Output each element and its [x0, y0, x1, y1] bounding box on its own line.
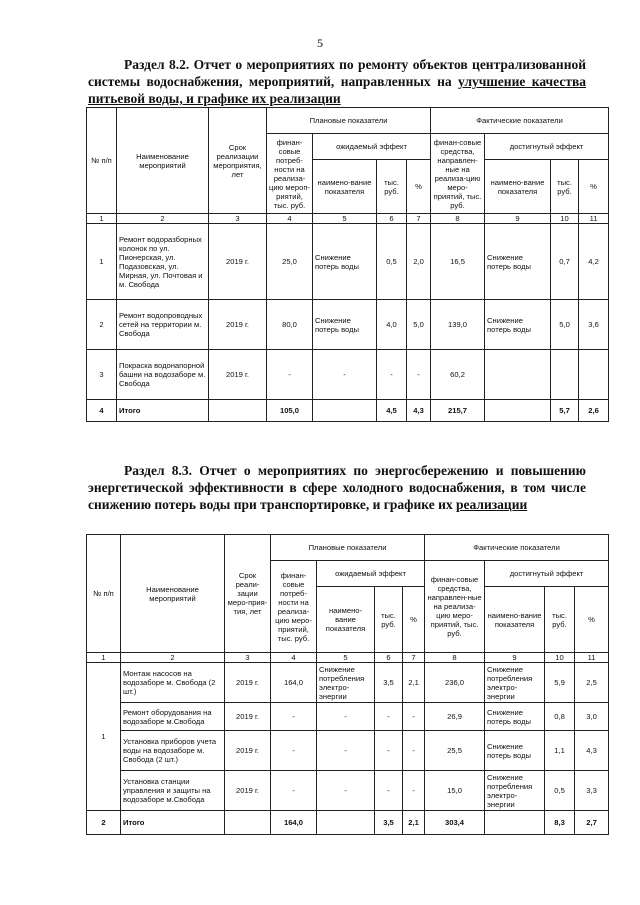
row-fin-plan: - [271, 731, 317, 771]
row-fin-fact: 25,5 [425, 731, 485, 771]
section-8-3-title [88, 462, 586, 513]
header-name: Наименование мероприятий [121, 535, 225, 653]
row-achieved-pct: 3,3 [575, 771, 609, 811]
table-row [87, 731, 609, 771]
row-term: 2019 г. [225, 771, 271, 811]
column-number: 2 [121, 653, 225, 663]
total-achieved-rub: 8,3 [545, 811, 575, 835]
row-fin-plan: - [271, 703, 317, 731]
total-expected-rub: 3,5 [375, 811, 403, 835]
header-indicator-name: наимено-вание показателя [313, 160, 377, 214]
column-number: 3 [209, 214, 267, 224]
row-term: 2019 г. [209, 350, 267, 400]
total-num: 2 [87, 811, 121, 835]
column-number: 9 [485, 653, 545, 663]
row-achieved-pct: 3,0 [575, 703, 609, 731]
column-number: 11 [575, 653, 609, 663]
row-expected-rub: - [377, 350, 407, 400]
header-expected-effect: ожидаемый эффект [317, 561, 425, 587]
total-term [225, 811, 271, 835]
header-planned: Плановые показатели [267, 108, 431, 134]
page-number: 5 [317, 36, 323, 50]
header-achieved-effect: достигнутый эффект [485, 561, 609, 587]
row-fin-fact: 60,2 [431, 350, 485, 400]
row-term: 2019 г. [225, 703, 271, 731]
header-achieved-effect: достигнутый эффект [485, 134, 609, 160]
row-term: 2019 г. [209, 224, 267, 300]
row-name: Ремонт водопроводных сетей на территории м. Свобода [117, 300, 209, 350]
row-achieved-name: Снижение потерь воды [485, 703, 545, 731]
table-row [87, 703, 609, 731]
total-achieved-pct: 2,7 [575, 811, 609, 835]
section-8-2-title-underlined: улучшение качества питьевой воды, и графике их реализации [88, 74, 586, 106]
total-expected-rub: 4,5 [377, 400, 407, 422]
row-expected-name: Снижение потребления электро-энергии [317, 663, 375, 703]
column-number: 3 [225, 653, 271, 663]
row-name: Установка станции управления и защиты на водозаборе м.Свобода [121, 771, 225, 811]
table-row [87, 663, 609, 703]
section-8-2-title [88, 56, 586, 107]
total-num: 4 [87, 400, 117, 422]
row-expected-pct: - [403, 771, 425, 811]
column-number: 11 [579, 214, 609, 224]
column-number: 2 [117, 214, 209, 224]
header-percent: % [407, 160, 431, 214]
header-percent: % [403, 587, 425, 653]
column-number: 10 [551, 214, 579, 224]
row-term: 2019 г. [209, 300, 267, 350]
total-expected-pct: 4,3 [407, 400, 431, 422]
column-number: 1 [87, 214, 117, 224]
row-achieved-name: Снижение потерь воды [485, 224, 551, 300]
column-number-row [87, 214, 609, 224]
section-8-3-title-underlined: реализации [456, 497, 528, 512]
column-number: 5 [313, 214, 377, 224]
total-fin-plan: 105,0 [267, 400, 313, 422]
row-achieved-rub: 0,8 [545, 703, 575, 731]
row-name: Монтаж насосов на водозаборе м. Свобода (2 шт.) [121, 663, 225, 703]
column-number-row [87, 653, 609, 663]
row-expected-rub: - [375, 731, 403, 771]
row-fin-plan: 164,0 [271, 663, 317, 703]
column-number: 4 [267, 214, 313, 224]
row-expected-pct: 2,1 [403, 663, 425, 703]
header-indicator-name: наимено-вание показателя [317, 587, 375, 653]
total-achieved-name [485, 811, 545, 835]
total-term [209, 400, 267, 422]
column-number: 4 [271, 653, 317, 663]
total-label: Итого [117, 400, 209, 422]
header-actual: Фактические показатели [431, 108, 609, 134]
row-name: Установка приборов учета воды на водозаборе м. Свобода (2 шт.) [121, 731, 225, 771]
header-thousand-rub: тыс. руб. [551, 160, 579, 214]
row-expected-name: Снижение потерь воды [313, 224, 377, 300]
row-expected-name: - [313, 350, 377, 400]
header-indicator-name: наимено-вание показателя [485, 160, 551, 214]
header-thousand-rub: тыс. руб. [377, 160, 407, 214]
section-8-2-title-text: Раздел 8.2. Отчет о мероприятиях по ремонту объектов централизованной системы водоснабжения, мероприятий, направленных на [88, 57, 586, 89]
header-finance-plan: финан-совые потреб-ности на реализа-цию меро-приятий, тыс. руб. [271, 561, 317, 653]
total-row [87, 400, 609, 422]
header-thousand-rub: тыс. руб. [545, 587, 575, 653]
header-term: Срок реали-зации меро-прия-тия, лет [225, 535, 271, 653]
header-finance-fact: финан-совые средства, направлен-ные на реализа-цию меро-приятий, тыс. руб. [431, 134, 485, 214]
column-number: 8 [431, 214, 485, 224]
total-expected-pct: 2,1 [403, 811, 425, 835]
column-number: 6 [377, 214, 407, 224]
row-fin-plan: - [271, 771, 317, 811]
table-row [87, 771, 609, 811]
column-number: 5 [317, 653, 375, 663]
row-expected-name: - [317, 703, 375, 731]
row-fin-fact: 236,0 [425, 663, 485, 703]
row-fin-fact: 26,9 [425, 703, 485, 731]
row-achieved-rub: 0,5 [545, 771, 575, 811]
column-number: 7 [407, 214, 431, 224]
section-8-3-title-text: Раздел 8.3. Отчет о мероприятиях по энергосбережению и повышению энергетической эффективности в сфере холодного водоснабжения, в том числе снижению потерь воды при транспортировке, и графике их [88, 463, 586, 512]
energy-saving-report-table [86, 534, 609, 835]
row-fin-plan: 80,0 [267, 300, 313, 350]
header-finance-plan: финан-совые потреб-ности на реализа-цию мероп-риятий, тыс. руб. [267, 134, 313, 214]
column-number: 1 [87, 653, 121, 663]
row-achieved-rub: 5,9 [545, 663, 575, 703]
table-row [87, 300, 609, 350]
header-term: Срок реализации мероприятия, лет [209, 108, 267, 214]
row-term: 2019 г. [225, 663, 271, 703]
row-achieved-pct: 3,6 [579, 300, 609, 350]
row-name: Ремонт оборудования на водозаборе м.Свобода [121, 703, 225, 731]
row-expected-pct: - [403, 731, 425, 771]
row-achieved-name: Снижение потерь воды [485, 731, 545, 771]
column-number: 10 [545, 653, 575, 663]
header-actual: Фактические показатели [425, 535, 609, 561]
total-fin-fact: 303,4 [425, 811, 485, 835]
row-achieved-rub: 1,1 [545, 731, 575, 771]
total-achieved-name [485, 400, 551, 422]
row-achieved-name: Снижение потребления электро-энергии [485, 663, 545, 703]
row-fin-plan: 25,0 [267, 224, 313, 300]
column-number: 8 [425, 653, 485, 663]
row-num: 3 [87, 350, 117, 400]
row-expected-name: - [317, 731, 375, 771]
row-expected-pct: 2,0 [407, 224, 431, 300]
total-fin-fact: 215,7 [431, 400, 485, 422]
header-name: Наименование мероприятий [117, 108, 209, 214]
row-achieved-rub: 0,7 [551, 224, 579, 300]
row-achieved-rub [551, 350, 579, 400]
row-expected-rub: 4,0 [377, 300, 407, 350]
header-percent: % [575, 587, 609, 653]
row-expected-pct: - [403, 703, 425, 731]
row-name: Покраска водонапорной башни на водозаборе м. Свобода [117, 350, 209, 400]
row-achieved-pct: 4,2 [579, 224, 609, 300]
row-expected-rub: - [375, 703, 403, 731]
row-expected-name: Снижение потерь воды [313, 300, 377, 350]
header-percent: % [579, 160, 609, 214]
row-expected-pct: - [407, 350, 431, 400]
table-row [87, 350, 609, 400]
column-number: 9 [485, 214, 551, 224]
row-fin-fact: 16,5 [431, 224, 485, 300]
row-fin-plan: - [267, 350, 313, 400]
row-expected-rub: 0,5 [377, 224, 407, 300]
total-achieved-pct: 2,6 [579, 400, 609, 422]
repair-report-table [86, 107, 609, 422]
row-achieved-name [485, 350, 551, 400]
row-achieved-name: Снижение потерь воды [485, 300, 551, 350]
row-achieved-pct: 4,3 [575, 731, 609, 771]
row-achieved-pct: 2,5 [575, 663, 609, 703]
row-num: 2 [87, 300, 117, 350]
total-label: Итого [121, 811, 225, 835]
total-row [87, 811, 609, 835]
header-finance-fact: финан-совые средства, направлен-ные на реализа-цию меро-приятий, тыс. руб. [425, 561, 485, 653]
column-number: 6 [375, 653, 403, 663]
column-number: 7 [403, 653, 425, 663]
row-expected-rub: 3,5 [375, 663, 403, 703]
row-fin-fact: 139,0 [431, 300, 485, 350]
header-indicator-name: наимено-вание показателя [485, 587, 545, 653]
row-achieved-pct [579, 350, 609, 400]
row-term: 2019 г. [225, 731, 271, 771]
total-expected-name [317, 811, 375, 835]
row-num: 1 [87, 663, 121, 811]
table-row [87, 224, 609, 300]
header-num: № п/п [87, 535, 121, 653]
row-expected-name: - [317, 771, 375, 811]
header-expected-effect: ожидаемый эффект [313, 134, 431, 160]
header-planned: Плановые показатели [271, 535, 425, 561]
header-thousand-rub: тыс. руб. [375, 587, 403, 653]
row-achieved-name: Снижение потребления электро-энергии [485, 771, 545, 811]
row-expected-pct: 5,0 [407, 300, 431, 350]
header-num: № п/п [87, 108, 117, 214]
total-fin-plan: 164,0 [271, 811, 317, 835]
row-fin-fact: 15,0 [425, 771, 485, 811]
row-expected-rub: - [375, 771, 403, 811]
total-achieved-rub: 5,7 [551, 400, 579, 422]
row-name: Ремонт водоразборных колонок по ул. Пионерская, ул. Подазовская, ул. Мирная, ул. Почтовая и м. Свобода [117, 224, 209, 300]
total-expected-name [313, 400, 377, 422]
row-achieved-rub: 5,0 [551, 300, 579, 350]
row-num: 1 [87, 224, 117, 300]
